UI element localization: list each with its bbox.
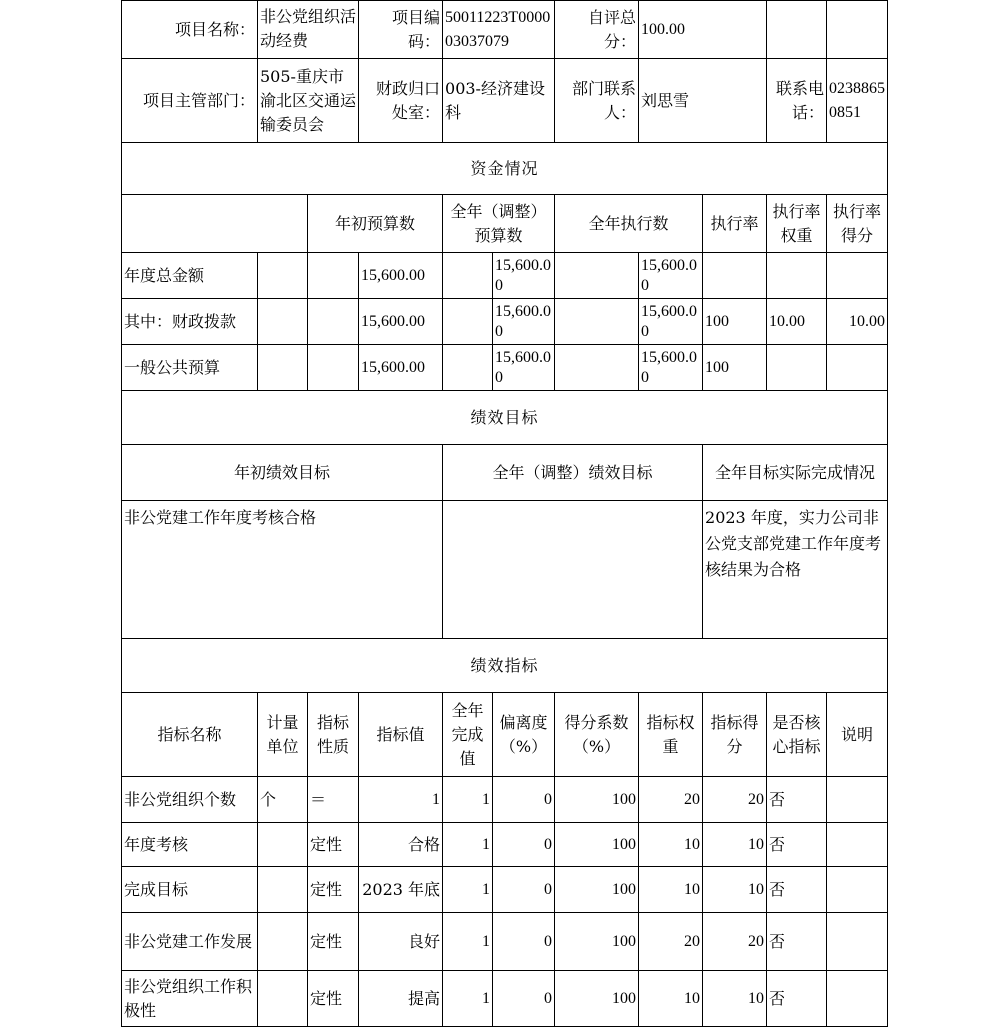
indicator-note bbox=[827, 823, 888, 867]
indicator-score: 20 bbox=[703, 913, 767, 971]
funds-score bbox=[827, 345, 888, 391]
indicator-target: 2023 年底 bbox=[359, 867, 443, 913]
funds-title-row bbox=[122, 143, 888, 195]
empty-cell bbox=[308, 299, 359, 345]
funds-row bbox=[122, 299, 888, 345]
indicator-score: 10 bbox=[703, 823, 767, 867]
project-name: 非公党组织活动经费 bbox=[258, 1, 359, 59]
indicator-note bbox=[827, 913, 888, 971]
indicator-row bbox=[122, 971, 888, 1027]
empty-cell bbox=[443, 299, 493, 345]
col-indicator-weight: 指标权重 bbox=[639, 693, 703, 777]
indicator-deviation: 0 bbox=[493, 777, 555, 823]
empty-cell bbox=[258, 345, 308, 391]
project-code-label: 项目编码： bbox=[359, 1, 443, 59]
empty-cell bbox=[555, 345, 639, 391]
empty-cell bbox=[258, 253, 308, 299]
col-nature: 指标性质 bbox=[308, 693, 359, 777]
indicator-note bbox=[827, 867, 888, 913]
funds-adjusted: 15,600.00 bbox=[493, 299, 555, 345]
funds-score bbox=[827, 253, 888, 299]
indicator-name: 完成目标 bbox=[122, 867, 258, 913]
funds-row-label: 年度总金额 bbox=[122, 253, 258, 299]
header-row-1 bbox=[122, 1, 888, 59]
funds-weight: 10.00 bbox=[767, 299, 827, 345]
indicator-score: 20 bbox=[703, 777, 767, 823]
adjusted-goal-text bbox=[443, 501, 703, 639]
indicator-row bbox=[122, 777, 888, 823]
indicator-core: 否 bbox=[767, 913, 827, 971]
funds-executed: 15,600.00 bbox=[639, 299, 703, 345]
indicator-coef: 100 bbox=[555, 867, 639, 913]
indicator-weight: 20 bbox=[639, 913, 703, 971]
col-score-coef: 得分系数（%） bbox=[555, 693, 639, 777]
indicator-name: 非公党建工作发展 bbox=[122, 913, 258, 971]
goals-header-row bbox=[122, 445, 888, 501]
indicator-coef: 100 bbox=[555, 823, 639, 867]
indicator-target: 1 bbox=[359, 777, 443, 823]
col-initial-budget: 年初预算数 bbox=[308, 195, 443, 253]
funds-row-label: 一般公共预算 bbox=[122, 345, 258, 391]
indicator-complete: 1 bbox=[443, 971, 493, 1027]
indicator-name: 非公党组织工作积极性 bbox=[122, 971, 258, 1027]
funds-initial: 15,600.00 bbox=[359, 253, 443, 299]
col-rate-score: 执行率得分 bbox=[827, 195, 888, 253]
empty-cell bbox=[122, 195, 308, 253]
col-is-core: 是否核心指标 bbox=[767, 693, 827, 777]
indicator-score: 10 bbox=[703, 971, 767, 1027]
empty-cell bbox=[308, 345, 359, 391]
indicator-note bbox=[827, 777, 888, 823]
empty-cell bbox=[258, 299, 308, 345]
funds-executed: 15,600.00 bbox=[639, 253, 703, 299]
empty-cell bbox=[308, 253, 359, 299]
indicators-title-row bbox=[122, 639, 888, 693]
indicator-core: 否 bbox=[767, 971, 827, 1027]
empty-cell bbox=[555, 253, 639, 299]
indicator-note bbox=[827, 971, 888, 1027]
col-note: 说明 bbox=[827, 693, 888, 777]
phone: 02388650851 bbox=[827, 59, 888, 143]
initial-goal-text: 非公党建工作年度考核合格 bbox=[122, 501, 443, 639]
col-adjusted-goal: 全年（调整）绩效目标 bbox=[443, 445, 703, 501]
col-indicator-score: 指标得分 bbox=[703, 693, 767, 777]
indicator-weight: 20 bbox=[639, 777, 703, 823]
col-rate-weight: 执行率权重 bbox=[767, 195, 827, 253]
header-row-2 bbox=[122, 59, 888, 143]
indicator-row bbox=[122, 823, 888, 867]
indicator-weight: 10 bbox=[639, 867, 703, 913]
funds-adjusted: 15,600.00 bbox=[493, 345, 555, 391]
indicator-complete: 1 bbox=[443, 777, 493, 823]
indicator-unit bbox=[258, 867, 308, 913]
indicator-complete: 1 bbox=[443, 913, 493, 971]
empty-cell bbox=[443, 253, 493, 299]
indicator-deviation: 0 bbox=[493, 823, 555, 867]
indicator-name: 非公党组织个数 bbox=[122, 777, 258, 823]
contact: 刘思雪 bbox=[639, 59, 767, 143]
empty-cell bbox=[443, 345, 493, 391]
phone-label: 联系电话： bbox=[767, 59, 827, 143]
indicator-name: 年度考核 bbox=[122, 823, 258, 867]
indicator-target: 提高 bbox=[359, 971, 443, 1027]
indicator-unit: 个 bbox=[258, 777, 308, 823]
funds-rate: 100 bbox=[703, 345, 767, 391]
funds-weight bbox=[767, 345, 827, 391]
goals-title: 绩效目标 bbox=[122, 391, 888, 445]
funds-adjusted: 15,600.00 bbox=[493, 253, 555, 299]
col-exec-rate: 执行率 bbox=[703, 195, 767, 253]
indicator-weight: 10 bbox=[639, 971, 703, 1027]
indicators-title: 绩效指标 bbox=[122, 639, 888, 693]
indicator-core: 否 bbox=[767, 777, 827, 823]
goals-content-row bbox=[122, 501, 888, 639]
indicator-nature: 定性 bbox=[308, 913, 359, 971]
empty-cell bbox=[555, 299, 639, 345]
funds-rate: 100 bbox=[703, 299, 767, 345]
funds-row-label: 其中：财政拨款 bbox=[122, 299, 258, 345]
indicator-complete: 1 bbox=[443, 867, 493, 913]
finance-label: 财政归口处室： bbox=[359, 59, 443, 143]
indicator-deviation: 0 bbox=[493, 971, 555, 1027]
indicator-complete: 1 bbox=[443, 823, 493, 867]
indicator-unit bbox=[258, 971, 308, 1027]
col-complete-value: 全年完成值 bbox=[443, 693, 493, 777]
col-unit: 计量单位 bbox=[258, 693, 308, 777]
indicator-weight: 10 bbox=[639, 823, 703, 867]
indicator-nature: 定性 bbox=[308, 971, 359, 1027]
indicator-nature: 定性 bbox=[308, 867, 359, 913]
contact-label: 部门联系人： bbox=[555, 59, 639, 143]
empty-cell bbox=[767, 1, 827, 59]
evaluation-table bbox=[121, 0, 888, 1027]
indicator-target: 良好 bbox=[359, 913, 443, 971]
col-initial-goal: 年初绩效目标 bbox=[122, 445, 443, 501]
self-score: 100.00 bbox=[639, 1, 767, 59]
project-name-label: 项目名称： bbox=[122, 1, 258, 59]
col-target-value: 指标值 bbox=[359, 693, 443, 777]
funds-executed: 15,600.00 bbox=[639, 345, 703, 391]
finance: 003-经济建设科 bbox=[443, 59, 555, 143]
col-adjusted-budget: 全年（调整）预算数 bbox=[443, 195, 555, 253]
col-actual-goal: 全年目标实际完成情况 bbox=[703, 445, 888, 501]
col-deviation: 偏离度（%） bbox=[493, 693, 555, 777]
funds-weight bbox=[767, 253, 827, 299]
indicator-coef: 100 bbox=[555, 971, 639, 1027]
dept-label: 项目主管部门： bbox=[122, 59, 258, 143]
funds-initial: 15,600.00 bbox=[359, 299, 443, 345]
indicator-core: 否 bbox=[767, 823, 827, 867]
indicator-unit bbox=[258, 823, 308, 867]
indicator-nature: ＝ bbox=[308, 777, 359, 823]
dept: 505-重庆市渝北区交通运输委员会 bbox=[258, 59, 359, 143]
funds-score: 10.00 bbox=[827, 299, 888, 345]
indicator-score: 10 bbox=[703, 867, 767, 913]
funds-row bbox=[122, 253, 888, 299]
indicator-coef: 100 bbox=[555, 777, 639, 823]
funds-header-row bbox=[122, 195, 888, 253]
indicator-nature: 定性 bbox=[308, 823, 359, 867]
funds-title: 资金情况 bbox=[122, 143, 888, 195]
goals-title-row bbox=[122, 391, 888, 445]
actual-goal-text: 2023 年度，实力公司非公党支部党建工作年度考核结果为合格 bbox=[703, 501, 888, 639]
self-score-label: 自评总分： bbox=[555, 1, 639, 59]
indicators-header-row bbox=[122, 693, 888, 777]
col-indicator-name: 指标名称 bbox=[122, 693, 258, 777]
funds-initial: 15,600.00 bbox=[359, 345, 443, 391]
indicator-core: 否 bbox=[767, 867, 827, 913]
project-code: 50011223T000003037079 bbox=[443, 1, 555, 59]
indicator-unit bbox=[258, 913, 308, 971]
funds-rate bbox=[703, 253, 767, 299]
indicator-row bbox=[122, 867, 888, 913]
funds-row bbox=[122, 345, 888, 391]
indicator-row bbox=[122, 913, 888, 971]
indicator-coef: 100 bbox=[555, 913, 639, 971]
empty-cell bbox=[827, 1, 888, 59]
col-executed: 全年执行数 bbox=[555, 195, 703, 253]
indicator-target: 合格 bbox=[359, 823, 443, 867]
indicator-deviation: 0 bbox=[493, 913, 555, 971]
indicator-deviation: 0 bbox=[493, 867, 555, 913]
